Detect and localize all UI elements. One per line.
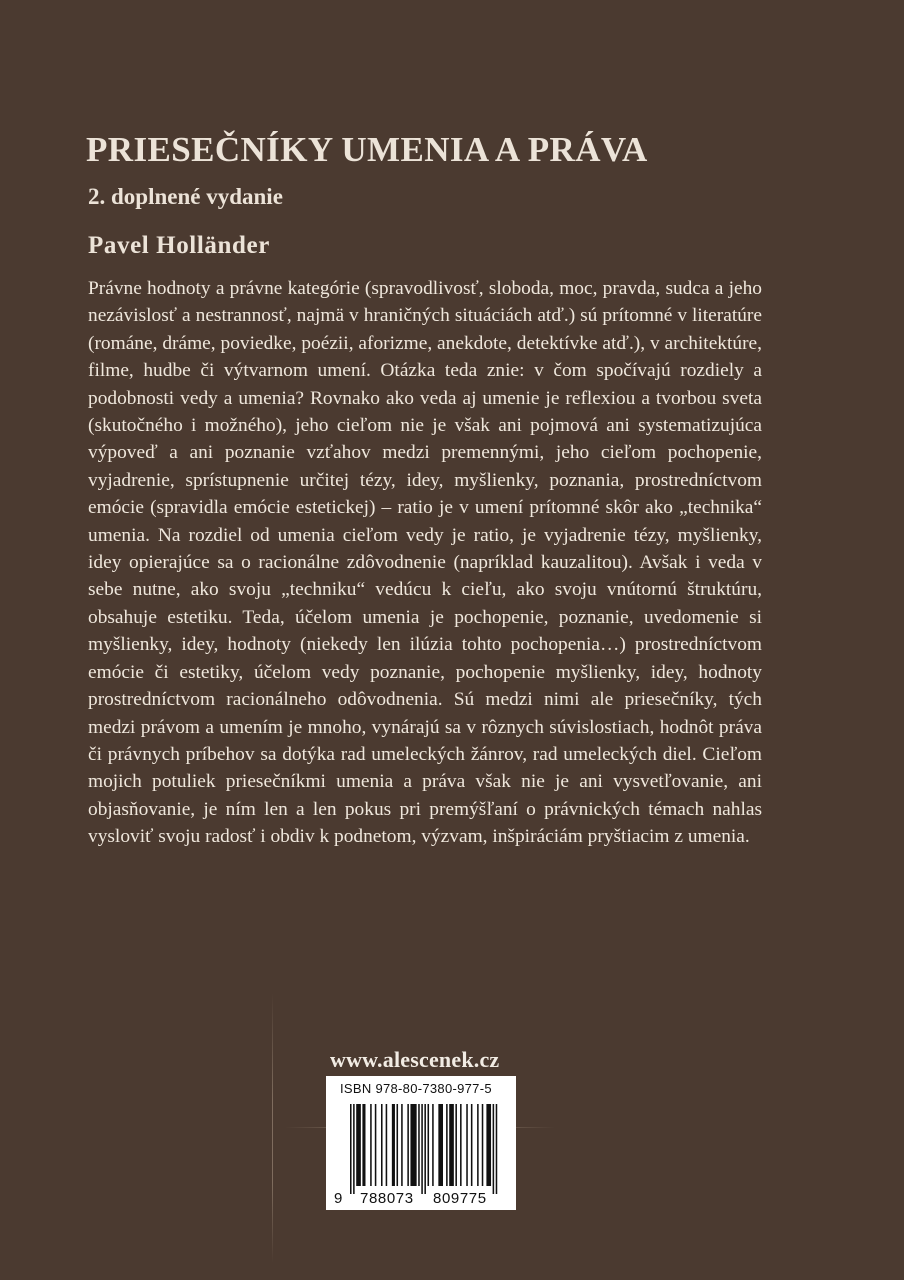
- barcode-guard-bar: [493, 1104, 495, 1194]
- author-name: Pavel Holländer: [88, 232, 270, 259]
- barcode-bar: [370, 1104, 372, 1186]
- isbn-barcode: [326, 1076, 516, 1210]
- barcode-bar: [486, 1104, 491, 1186]
- barcode-guard-bar: [496, 1104, 498, 1194]
- barcode-bar: [386, 1104, 388, 1186]
- barcode-bar: [397, 1104, 399, 1186]
- barcode-guard-bar: [421, 1104, 423, 1194]
- barcode-digit-lead: 9: [334, 1190, 343, 1207]
- edition-subtitle: 2. doplnené vydanie: [88, 184, 283, 209]
- barcode-bar: [446, 1104, 448, 1186]
- barcode-bar: [482, 1104, 484, 1186]
- barcode-guard-bar: [424, 1104, 426, 1194]
- barcode-bar: [356, 1104, 361, 1186]
- barcode-bar: [449, 1104, 454, 1186]
- barcode-bar: [477, 1104, 479, 1186]
- book-title: PRIESEČNÍKY UMENIA A PRÁVA: [86, 130, 648, 169]
- barcode-bar: [375, 1104, 377, 1186]
- back-cover-blurb: Právne hodnoty a právne kategórie (spravodlivosť, sloboda, moc, pravda, sudca a jeho nezávislosť a nestrannosť, najmä v hraničných situáciách atď.) sú prítomné v literatúre (románe, dráme, poviedke, poézii, aforizme, anekdote, detektívke atď.), v architektúre, filme, hudbe či výtvarnom umení. Otázka teda znie: v čom spočívajú rozdiely a podobnosti vedy a umenia? Rovnako ako veda aj umenie je reflexiou a tvorbou sveta (skutočného i možného), jeho cieľom nie je však ani pojmová ani systematizujúca výpoveď a ani poznanie vzťahov medzi premennými, jeho cieľom pochopenie, vyjadrenie, sprístupnenie určitej tézy, idey, myšlienky, poznania, prostredníctvom emócie (spravidla emócie estetickej) – ratio je v umení prítomné skôr ako „technika“ umenia. Na rozdiel od umenia cieľom vedy je ratio, je vyjadrenie tézy, myšlienky, idey opierajúce sa o racionálne zdôvodnenie (napríklad kauzalitou). Avšak i veda v sebe nutne, ako svoju „techniku“ vedúcu k cieľu, ako svoju vnútornú štruktúru, obsahuje estetiku. Teda, účelom umenia je pochopenie, poznanie, uvedomenie si myšlienky, idey, hodnoty (niekedy len ilúzia tohto pochopenia…) prostredníctvom emócie či estetiky, účelom vedy poznanie, pochopenie myšlienky, idey, hodnoty prostredníctvom racionálneho odôvodnenia. Sú medzi nimi ale priesečníky, tých medzi právom a umením je mnoho, vynárajú sa v rôznych súvislostiach, hodnôt práva či právnych príbehov sa dotýka rad umeleckých žánrov, rad umeleckých diel. Cieľom mojich potuliek priesečníkmi umenia a práva však nie je ani vysvetľovanie, ani objasňovanie, je ním len a len pokus pri premýšľaní o právnických témach nahlas vysloviť svoju radosť i obdiv k podnetom, výzvam, inšpiráciám pryštiacim z umenia.: [88, 278, 762, 848]
- barcode-bar: [432, 1104, 434, 1186]
- barcode-bar: [381, 1104, 383, 1186]
- barcode-bar: [362, 1104, 365, 1186]
- publisher-website: www.alescenek.cz: [330, 1047, 500, 1072]
- barcode-digits: [326, 1188, 516, 1210]
- barcode-bar: [407, 1104, 409, 1186]
- barcode-bar: [471, 1104, 473, 1186]
- barcode-bar: [401, 1104, 403, 1186]
- barcode-guard-bar: [350, 1104, 352, 1194]
- barcode-guard-bar: [353, 1104, 355, 1194]
- isbn-label: ISBN 978-80-7380-977-5: [340, 1081, 492, 1096]
- barcode-bars: [334, 1104, 508, 1194]
- barcode-bar: [466, 1104, 468, 1186]
- barcode-bar: [410, 1104, 416, 1186]
- barcode-bar: [455, 1104, 457, 1186]
- barcode-digits-left: 788073: [360, 1190, 414, 1207]
- barcode-digits-right: 809775: [433, 1190, 487, 1207]
- barcode-bar: [418, 1104, 420, 1186]
- barcode-bar: [428, 1104, 430, 1186]
- barcode-bar: [460, 1104, 462, 1186]
- barcode-bar: [438, 1104, 443, 1186]
- decorative-vertical-rule: [272, 993, 273, 1263]
- barcode-bar: [392, 1104, 395, 1186]
